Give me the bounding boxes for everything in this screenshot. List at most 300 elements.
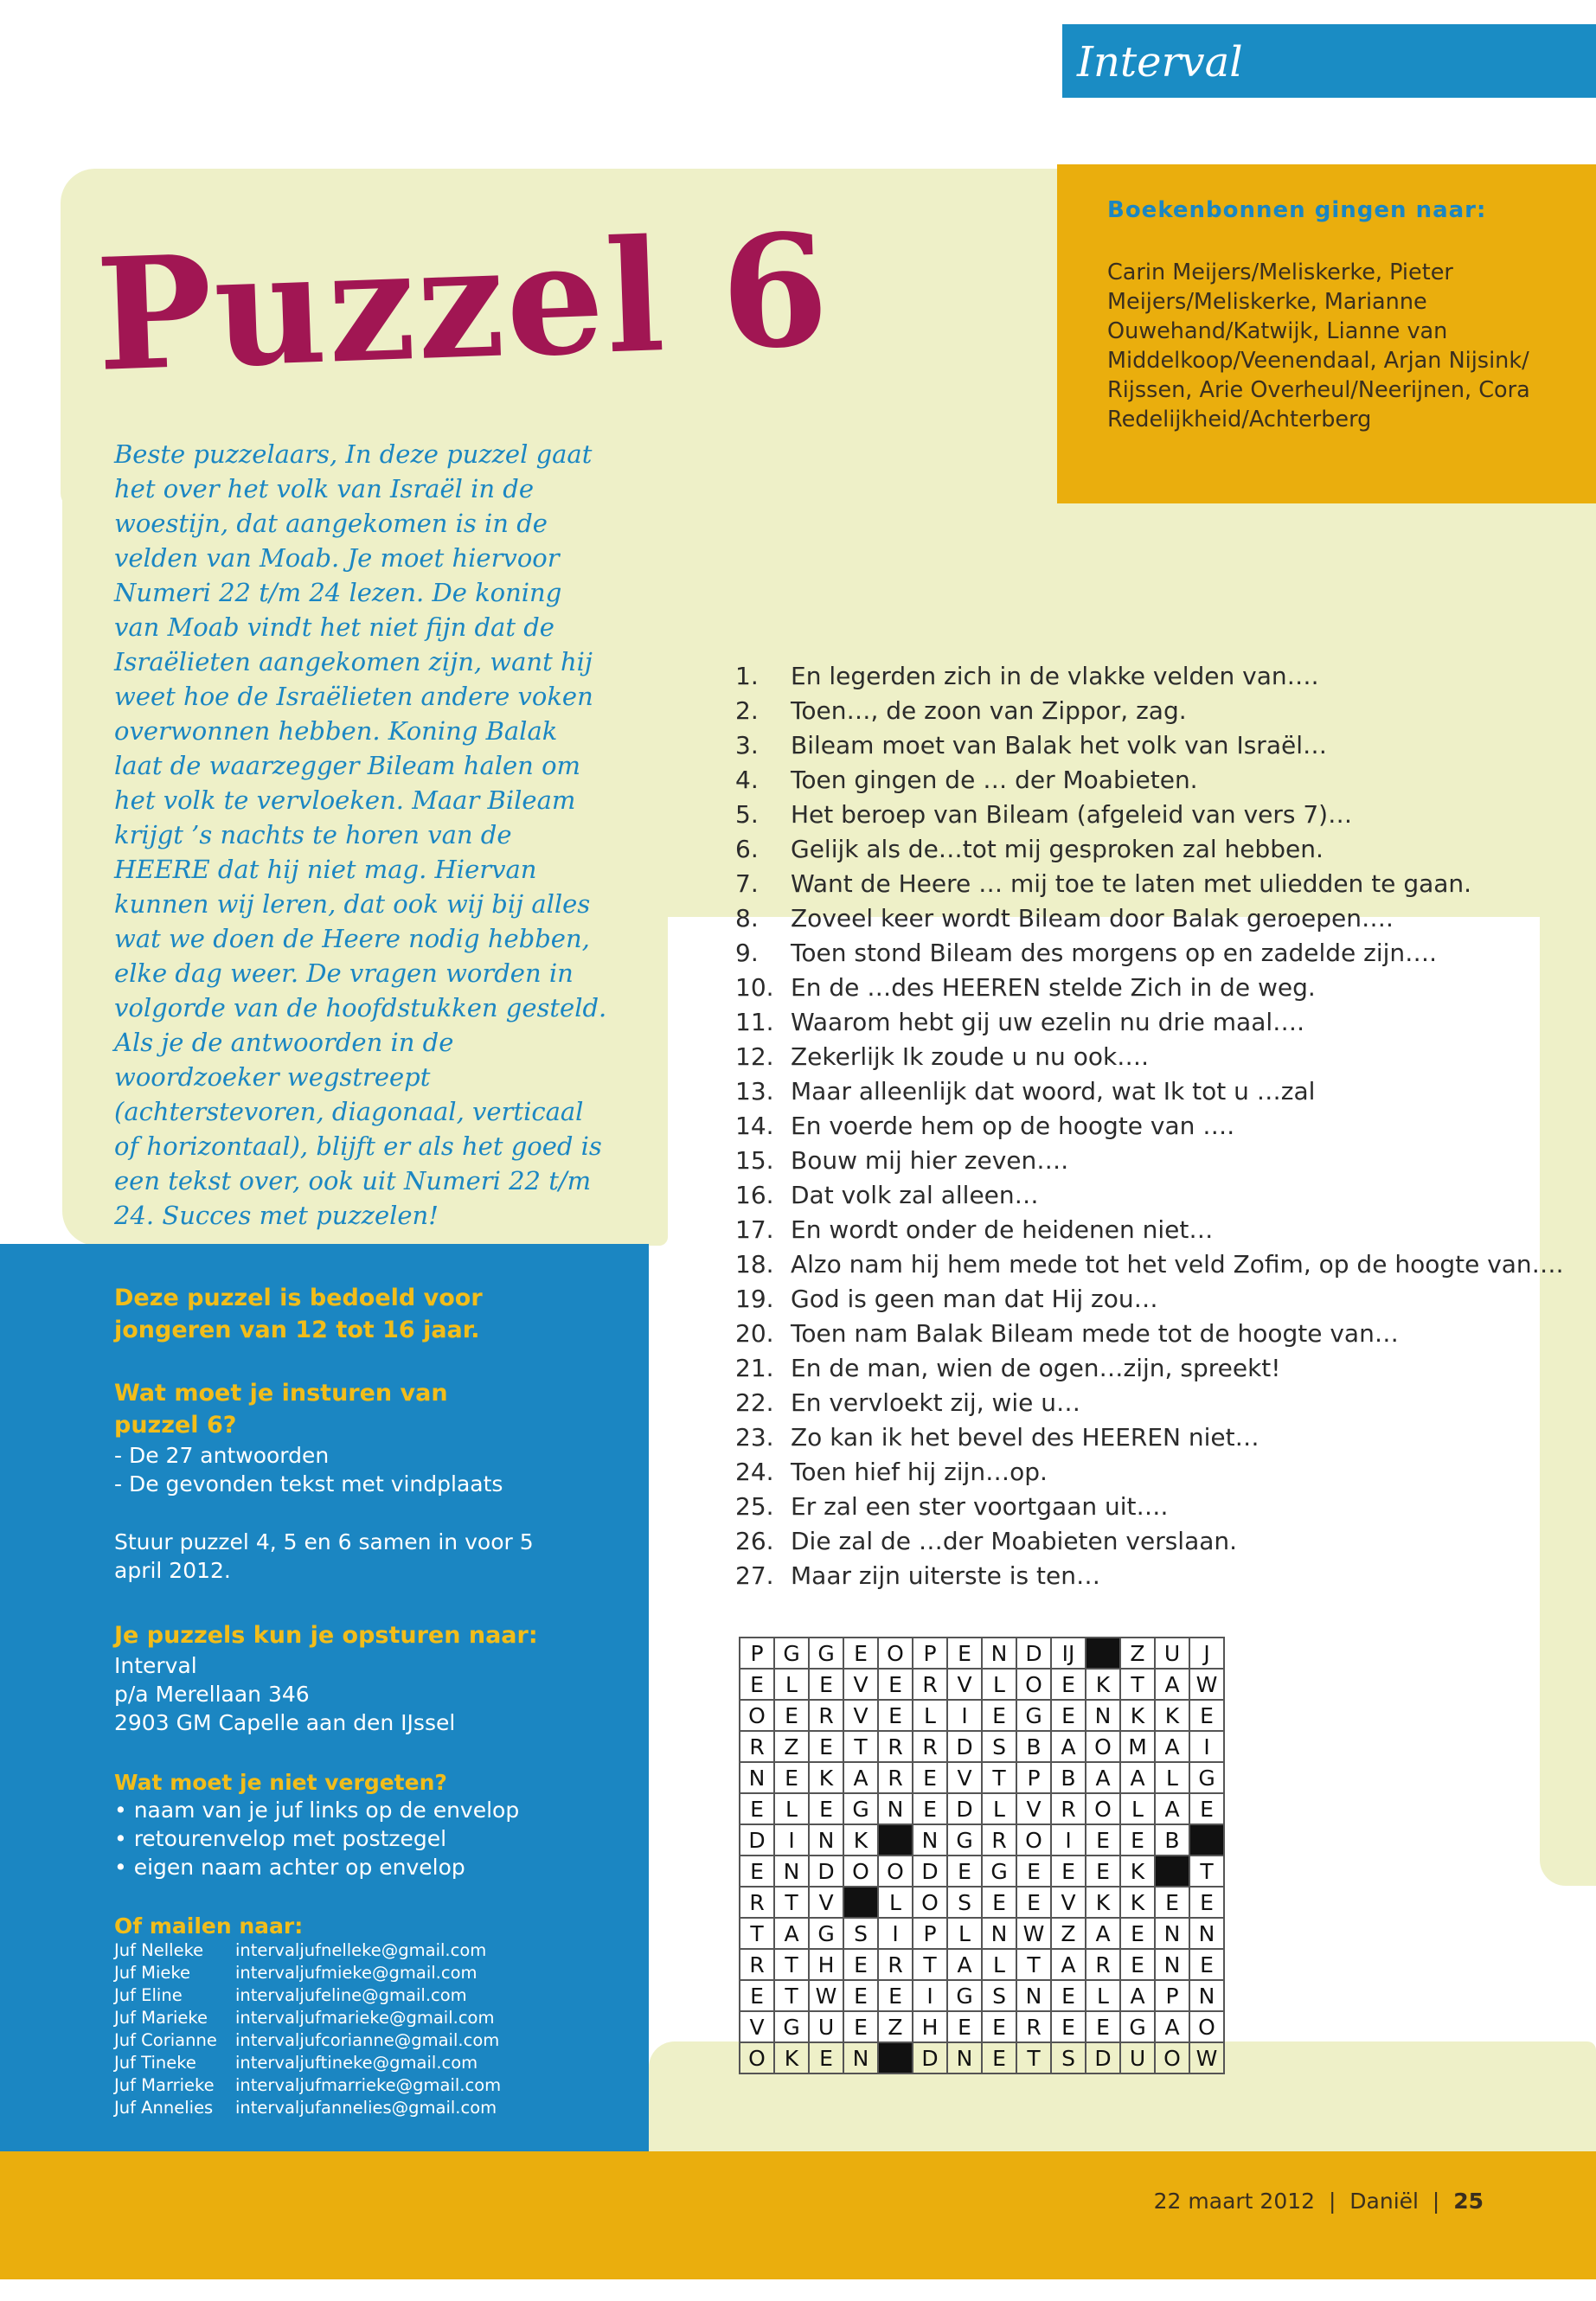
question-number: 14.	[735, 1112, 774, 1140]
contact-name: Juf Nelleke	[114, 1940, 204, 1960]
grid-cell: N	[740, 1762, 774, 1793]
grid-cell: N	[1086, 1700, 1120, 1731]
question-item	[735, 694, 1566, 728]
grid-cell: S	[1051, 2042, 1086, 2073]
grid-cell: V	[1051, 1887, 1086, 1918]
grid-cell: E	[1086, 1824, 1120, 1856]
address-line: 2903 GM Capelle aan den IJssel	[114, 1710, 456, 1735]
grid-cell: V	[843, 1669, 878, 1700]
grid-cell: G	[947, 1980, 982, 2011]
question-text: Toen hief hij zijn…op.	[791, 1458, 1048, 1486]
grid-cell: R	[1086, 1949, 1120, 1980]
question-number: 3.	[735, 731, 759, 760]
grid-row	[740, 1731, 1224, 1762]
question-number: 27.	[735, 1561, 774, 1590]
grid-cell: N	[843, 2042, 878, 2073]
grid-cell: K	[809, 1762, 843, 1793]
grid-cell: K	[1086, 1887, 1120, 1918]
grid-cell: P	[740, 1638, 774, 1669]
grid-cell: E	[982, 2042, 1016, 2073]
grid-cell: D	[913, 2042, 947, 2073]
question-number: 2.	[735, 696, 759, 725]
grid-cell: L	[913, 1700, 947, 1731]
grid-cell: L	[947, 1918, 982, 1949]
question-text: En vervloekt zij, wie u…	[791, 1388, 1081, 1417]
grid-cell: O	[1086, 1731, 1120, 1762]
grid-row	[740, 1762, 1224, 1793]
grid-cell: T	[1189, 1856, 1224, 1887]
contact-email[interactable]: intervaljufmieke@gmail.com	[235, 1963, 478, 1983]
submit-heading: Wat moet je insturen van puzzel 6?	[114, 1380, 448, 1439]
grid-cell: B	[1016, 1731, 1051, 1762]
grid-cell: G	[1189, 1762, 1224, 1793]
grid-cell: S	[982, 1980, 1016, 2011]
question-number: 15.	[735, 1146, 774, 1175]
grid-cell: D	[947, 1793, 982, 1824]
grid-cell: E	[740, 1669, 774, 1700]
grid-cell: K	[1155, 1700, 1189, 1731]
grid-cell: A	[1051, 1731, 1086, 1762]
grid-cell: E	[1120, 1918, 1155, 1949]
remember-item: • retourenvelop met postzegel	[114, 1826, 447, 1851]
question-item	[735, 1420, 1566, 1455]
question-number: 5.	[735, 800, 759, 829]
question-item	[735, 1455, 1566, 1490]
contact-name: Juf Marrieke	[114, 2075, 215, 2095]
contact-email[interactable]: intervaljufnelleke@gmail.com	[235, 1940, 487, 1960]
question-number: 18.	[735, 1250, 774, 1279]
question-number: 12.	[735, 1042, 774, 1071]
footer-separator: |	[1425, 2189, 1447, 2214]
question-text: Toen nam Balak Bileam mede tot de hoogte van…	[791, 1319, 1399, 1348]
contact-row	[114, 1939, 599, 1962]
question-number: 10.	[735, 973, 774, 1002]
grid-row	[740, 1887, 1224, 1918]
question-number: 11.	[735, 1008, 774, 1036]
question-number: 21.	[735, 1354, 774, 1382]
grid-cell: O	[1016, 1824, 1051, 1856]
grid-cell: R	[740, 1887, 774, 1918]
grid-cell: P	[913, 1918, 947, 1949]
question-text: En voerde hem op de hoogte van ….	[791, 1112, 1235, 1140]
grid-cell: E	[947, 1638, 982, 1669]
grid-cell: N	[982, 1638, 1016, 1669]
grid-cell: O	[740, 2042, 774, 2073]
grid-cell: O	[878, 1856, 913, 1887]
contact-row	[114, 2029, 599, 2052]
question-item	[735, 1490, 1566, 1524]
question-number: 24.	[735, 1458, 774, 1486]
grid-cell: E	[809, 2042, 843, 2073]
grid-blocked-cell	[1189, 1824, 1224, 1856]
grid-cell: D	[809, 1856, 843, 1887]
grid-cell: T	[1016, 1949, 1051, 1980]
grid-cell: G	[1120, 2011, 1155, 2042]
grid-cell: G	[843, 1793, 878, 1824]
grid-cell: G	[809, 1638, 843, 1669]
address-line: Interval	[114, 1653, 197, 1678]
grid-row	[740, 1949, 1224, 1980]
remember-heading: Wat moet je niet vergeten?	[114, 1770, 447, 1795]
grid-cell: O	[913, 1887, 947, 1918]
question-text: En wordt onder de heidenen niet…	[791, 1215, 1214, 1244]
question-number: 1.	[735, 662, 759, 690]
grid-cell: E	[982, 1887, 1016, 1918]
grid-row	[740, 1856, 1224, 1887]
grid-cell: K	[1120, 1700, 1155, 1731]
grid-cell: E	[1051, 1700, 1086, 1731]
grid-cell: P	[913, 1638, 947, 1669]
grid-cell: L	[774, 1793, 809, 1824]
grid-cell: E	[809, 1669, 843, 1700]
question-number: 25.	[735, 1492, 774, 1521]
grid-cell: V	[740, 2011, 774, 2042]
winners-names: Carin Meijers/Meliskerke, Pieter Meijers/Meliskerke, Marianne Ouwehand/Katwijk, Lianne van Middelkoop/Veenendaal, Arjan Nijsink/ Rijssen, Arie Overheul/Neerijnen, Cora Redelijkheid/Achterberg	[1107, 260, 1530, 433]
question-text: Zekerlijk Ik zoude u nu ook….	[791, 1042, 1150, 1071]
address-heading: Je puzzels kun je opsturen naar:	[114, 1622, 538, 1649]
contact-email[interactable]: intervaljufcorianne@gmail.com	[235, 2030, 500, 2050]
remember-item: • eigen naam achter op envelop	[114, 1855, 465, 1880]
grid-cell: I	[1189, 1731, 1224, 1762]
grid-cell: E	[947, 1856, 982, 1887]
question-item	[735, 1144, 1566, 1178]
grid-row	[740, 2042, 1224, 2073]
question-text: En de …des HEEREN stelde Zich in de weg.	[791, 973, 1316, 1002]
question-text: Gelijk als de…tot mij gesproken zal hebben.	[791, 835, 1324, 863]
footer-info	[1154, 2189, 1484, 2214]
contact-email[interactable]: intervaljufmarrieke@gmail.com	[235, 2075, 502, 2095]
footer-date: 22 maart 2012	[1153, 2189, 1316, 2214]
grid-cell: A	[774, 1918, 809, 1949]
grid-cell: W	[1016, 1918, 1051, 1949]
grid-cell: O	[843, 1856, 878, 1887]
grid-cell: G	[809, 1918, 843, 1949]
grid-cell: S	[843, 1918, 878, 1949]
deadline-note: Stuur puzzel 4, 5 en 6 samen in voor 5 april 2012.	[114, 1529, 534, 1583]
question-text: Maar zijn uiterste is ten…	[791, 1561, 1100, 1590]
question-text: Alzo nam hij hem mede tot het veld Zofim, op de hoogte van….	[791, 1250, 1564, 1279]
question-item	[735, 1005, 1566, 1040]
question-number: 16.	[735, 1181, 774, 1209]
grid-cell: E	[843, 2011, 878, 2042]
winners-heading: Boekenbonnen gingen naar:	[1107, 197, 1487, 223]
contact-email[interactable]: intervaljuftineke@gmail.com	[235, 2053, 478, 2073]
question-item	[735, 1074, 1566, 1109]
question-item	[735, 1282, 1566, 1317]
question-item	[735, 1109, 1566, 1144]
grid-cell: N	[1155, 1949, 1189, 1980]
grid-cell: D	[1016, 1638, 1051, 1669]
contact-row	[114, 2097, 599, 2119]
grid-cell: W	[809, 1980, 843, 2011]
remember-item: • naam van je juf links op de envelop	[114, 1798, 520, 1823]
grid-cell: O	[878, 1638, 913, 1669]
question-item	[735, 1247, 1566, 1282]
grid-cell: E	[913, 1762, 947, 1793]
grid-cell: R	[1051, 1793, 1086, 1824]
question-item	[735, 971, 1566, 1005]
grid-cell: B	[1051, 1762, 1086, 1793]
grid-cell: D	[1086, 2042, 1120, 2073]
question-number: 7.	[735, 869, 759, 898]
grid-cell: N	[913, 1824, 947, 1856]
grid-cell: Z	[878, 2011, 913, 2042]
word-search-grid	[739, 1637, 1225, 2074]
question-item	[735, 901, 1566, 936]
grid-cell: K	[843, 1824, 878, 1856]
contact-row	[114, 2007, 599, 2029]
grid-cell: R	[740, 1731, 774, 1762]
submit-item: - De 27 antwoorden	[114, 1443, 330, 1468]
grid-cell: J	[1189, 1638, 1224, 1669]
grid-cell: V	[947, 1762, 982, 1793]
contact-name: Juf Tineke	[114, 2053, 196, 2073]
contact-row	[114, 1962, 599, 1984]
contact-row	[114, 1984, 599, 2007]
grid-cell: V	[809, 1887, 843, 1918]
grid-cell: E	[982, 1700, 1016, 1731]
grid-cell: S	[947, 1887, 982, 1918]
grid-cell: T	[843, 1731, 878, 1762]
address-line: p/a Merellaan 346	[114, 1682, 310, 1707]
section-title: Interval	[1077, 38, 1243, 87]
grid-cell: E	[843, 1980, 878, 2011]
grid-cell: IJ	[1051, 1638, 1086, 1669]
grid-cell: B	[1155, 1824, 1189, 1856]
question-text: En de man, wien de ogen…zijn, spreekt!	[791, 1354, 1281, 1382]
grid-cell: G	[1016, 1700, 1051, 1731]
grid-cell: U	[809, 2011, 843, 2042]
grid-cell: L	[878, 1887, 913, 1918]
mail-heading: Of mailen naar:	[114, 1913, 304, 1939]
grid-cell: N	[1016, 1980, 1051, 2011]
grid-cell: E	[1086, 1856, 1120, 1887]
grid-cell: R	[878, 1731, 913, 1762]
grid-cell: E	[1155, 1887, 1189, 1918]
grid-cell: L	[1086, 1980, 1120, 2011]
grid-cell: U	[1155, 1638, 1189, 1669]
grid-cell: L	[982, 1669, 1016, 1700]
grid-cell: E	[843, 1949, 878, 1980]
grid-cell: Z	[1120, 1638, 1155, 1669]
grid-cell: V	[947, 1669, 982, 1700]
question-text: Waarom hebt gij uw ezelin nu drie maal….	[791, 1008, 1305, 1036]
contact-row	[114, 2052, 599, 2074]
grid-cell: T	[774, 1980, 809, 2011]
grid-cell: E	[740, 1856, 774, 1887]
contact-name: Juf Corianne	[114, 2030, 217, 2050]
grid-blocked-cell	[1155, 1856, 1189, 1887]
grid-cell: W	[1189, 2042, 1224, 2073]
grid-cell: E	[1051, 1856, 1086, 1887]
grid-cell: E	[1189, 1887, 1224, 1918]
question-item	[735, 728, 1566, 763]
grid-row	[740, 1669, 1224, 1700]
grid-cell: A	[1120, 1762, 1155, 1793]
grid-cell: N	[809, 1824, 843, 1856]
footer-separator: |	[1322, 2189, 1343, 2214]
contact-list	[114, 1939, 599, 2119]
grid-cell: N	[1155, 1918, 1189, 1949]
question-item	[735, 1213, 1566, 1247]
grid-cell: L	[982, 1793, 1016, 1824]
question-text: Dat volk zal alleen…	[791, 1181, 1039, 1209]
grid-cell: O	[1189, 2011, 1224, 2042]
grid-cell: U	[1120, 2042, 1155, 2073]
question-text: Zoveel keer wordt Bileam door Balak geroepen….	[791, 904, 1394, 933]
contact-name: Juf Eline	[114, 1985, 183, 2005]
grid-cell: R	[809, 1700, 843, 1731]
question-item	[735, 1524, 1566, 1559]
contact-email[interactable]: intervaljufeline@gmail.com	[235, 1985, 467, 2005]
grid-cell: T	[1120, 1669, 1155, 1700]
grid-cell: G	[774, 2011, 809, 2042]
grid-cell: L	[1155, 1762, 1189, 1793]
question-text: Toen stond Bileam des morgens op en zadelde zijn….	[791, 939, 1438, 967]
contact-name: Juf Annelies	[114, 2098, 214, 2118]
question-list	[735, 659, 1566, 1593]
grid-cell: D	[947, 1731, 982, 1762]
grid-cell: E	[809, 1793, 843, 1824]
question-text: Zo kan ik het bevel des HEEREN niet…	[791, 1423, 1259, 1452]
grid-blocked-cell	[878, 1824, 913, 1856]
grid-cell: R	[1016, 2011, 1051, 2042]
grid-cell: S	[982, 1731, 1016, 1762]
question-item	[735, 1317, 1566, 1351]
grid-cell: A	[1155, 1793, 1189, 1824]
grid-cell: T	[982, 1762, 1016, 1793]
grid-cell: G	[947, 1824, 982, 1856]
grid-cell: Z	[774, 1731, 809, 1762]
grid-cell: T	[1016, 2042, 1051, 2073]
question-item	[735, 763, 1566, 798]
grid-row	[740, 1638, 1224, 1669]
audience-note: Deze puzzel is bedoeld voor jongeren van 12 tot 16 jaar.	[114, 1285, 483, 1343]
grid-cell: I	[1051, 1824, 1086, 1856]
grid-cell: H	[809, 1949, 843, 1980]
grid-row	[740, 1980, 1224, 2011]
grid-cell: O	[1016, 1669, 1051, 1700]
grid-blocked-cell	[843, 1887, 878, 1918]
question-text: Toen gingen de … der Moabieten.	[791, 766, 1198, 794]
grid-row	[740, 1824, 1224, 1856]
grid-cell: N	[1189, 1980, 1224, 2011]
grid-cell: P	[1016, 1762, 1051, 1793]
grid-cell: O	[1086, 1793, 1120, 1824]
grid-cell: E	[878, 1980, 913, 2011]
grid-cell: Z	[1051, 1918, 1086, 1949]
question-item	[735, 1351, 1566, 1386]
question-number: 22.	[735, 1388, 774, 1417]
grid-cell: R	[913, 1731, 947, 1762]
question-number: 13.	[735, 1077, 774, 1106]
grid-blocked-cell	[1086, 1638, 1120, 1669]
question-text: Bileam moet van Balak het volk van Israël…	[791, 731, 1327, 760]
question-text: Want de Heere … mij toe te laten met uliedden te gaan.	[791, 869, 1472, 898]
footer-magazine: Daniël	[1349, 2189, 1419, 2214]
question-item	[735, 1178, 1566, 1213]
question-text: En legerden zich in de vlakke velden van….	[791, 662, 1319, 690]
grid-cell: E	[982, 2011, 1016, 2042]
grid-cell: E	[1016, 1887, 1051, 1918]
grid-cell: R	[878, 1949, 913, 1980]
grid-cell: N	[947, 2042, 982, 2073]
grid-cell: E	[1189, 1700, 1224, 1731]
grid-cell: A	[1155, 1731, 1189, 1762]
grid-cell: R	[913, 1669, 947, 1700]
question-number: 20.	[735, 1319, 774, 1348]
grid-cell: D	[740, 1824, 774, 1856]
grid-cell: E	[947, 2011, 982, 2042]
grid-cell: A	[843, 1762, 878, 1793]
question-item	[735, 1559, 1566, 1593]
grid-cell: E	[809, 1731, 843, 1762]
grid-cell: V	[843, 1700, 878, 1731]
grid-cell: N	[982, 1918, 1016, 1949]
grid-cell: R	[878, 1762, 913, 1793]
question-text: Het beroep van Bileam (afgeleid van vers 7)…	[791, 800, 1353, 829]
grid-blocked-cell	[878, 2042, 913, 2073]
question-text: Maar alleenlijk dat woord, wat Ik tot u …zal	[791, 1077, 1316, 1106]
grid-cell: E	[774, 1700, 809, 1731]
grid-cell: E	[843, 1638, 878, 1669]
grid-cell: E	[1051, 1980, 1086, 2011]
grid-cell: E	[1051, 2011, 1086, 2042]
grid-cell: I	[947, 1700, 982, 1731]
contact-name: Juf Marieke	[114, 2008, 208, 2028]
grid-cell: L	[1120, 1793, 1155, 1824]
grid-cell: A	[1120, 1980, 1155, 2011]
contact-email[interactable]: intervaljufannelies@gmail.com	[235, 2098, 497, 2118]
grid-cell: K	[1086, 1669, 1120, 1700]
question-number: 6.	[735, 835, 759, 863]
question-number: 9.	[735, 939, 759, 967]
question-text: Er zal een ster voortgaan uit….	[791, 1492, 1169, 1521]
grid-cell: H	[913, 2011, 947, 2042]
grid-cell: I	[774, 1824, 809, 1856]
grid-cell: E	[1120, 1949, 1155, 1980]
grid-cell: P	[1155, 1980, 1189, 2011]
question-text: Toen…, de zoon van Zippor, zag.	[791, 696, 1187, 725]
grid-cell: E	[1189, 1793, 1224, 1824]
grid-cell: I	[913, 1980, 947, 2011]
grid-cell: G	[774, 1638, 809, 1669]
question-item	[735, 659, 1566, 694]
grid-cell: A	[1086, 1762, 1120, 1793]
grid-cell: O	[1155, 2042, 1189, 2073]
grid-cell: A	[1051, 1949, 1086, 1980]
grid-cell: T	[774, 1949, 809, 1980]
contact-email[interactable]: intervaljufmarieke@gmail.com	[235, 2008, 495, 2028]
grid-cell: D	[913, 1856, 947, 1887]
question-number: 26.	[735, 1527, 774, 1555]
grid-cell: E	[913, 1793, 947, 1824]
grid-cell: R	[982, 1824, 1016, 1856]
grid-cell: T	[740, 1918, 774, 1949]
question-number: 17.	[735, 1215, 774, 1244]
grid-cell: K	[1120, 1856, 1155, 1887]
question-number: 4.	[735, 766, 759, 794]
grid-cell: E	[1189, 1949, 1224, 1980]
grid-cell: I	[878, 1918, 913, 1949]
page-title: Puzzel 6	[93, 199, 833, 406]
grid-cell: A	[947, 1949, 982, 1980]
grid-row	[740, 1918, 1224, 1949]
grid-cell: E	[878, 1669, 913, 1700]
question-item	[735, 832, 1566, 867]
grid-cell: K	[774, 2042, 809, 2073]
question-text: God is geen man dat Hij zou…	[791, 1285, 1158, 1313]
